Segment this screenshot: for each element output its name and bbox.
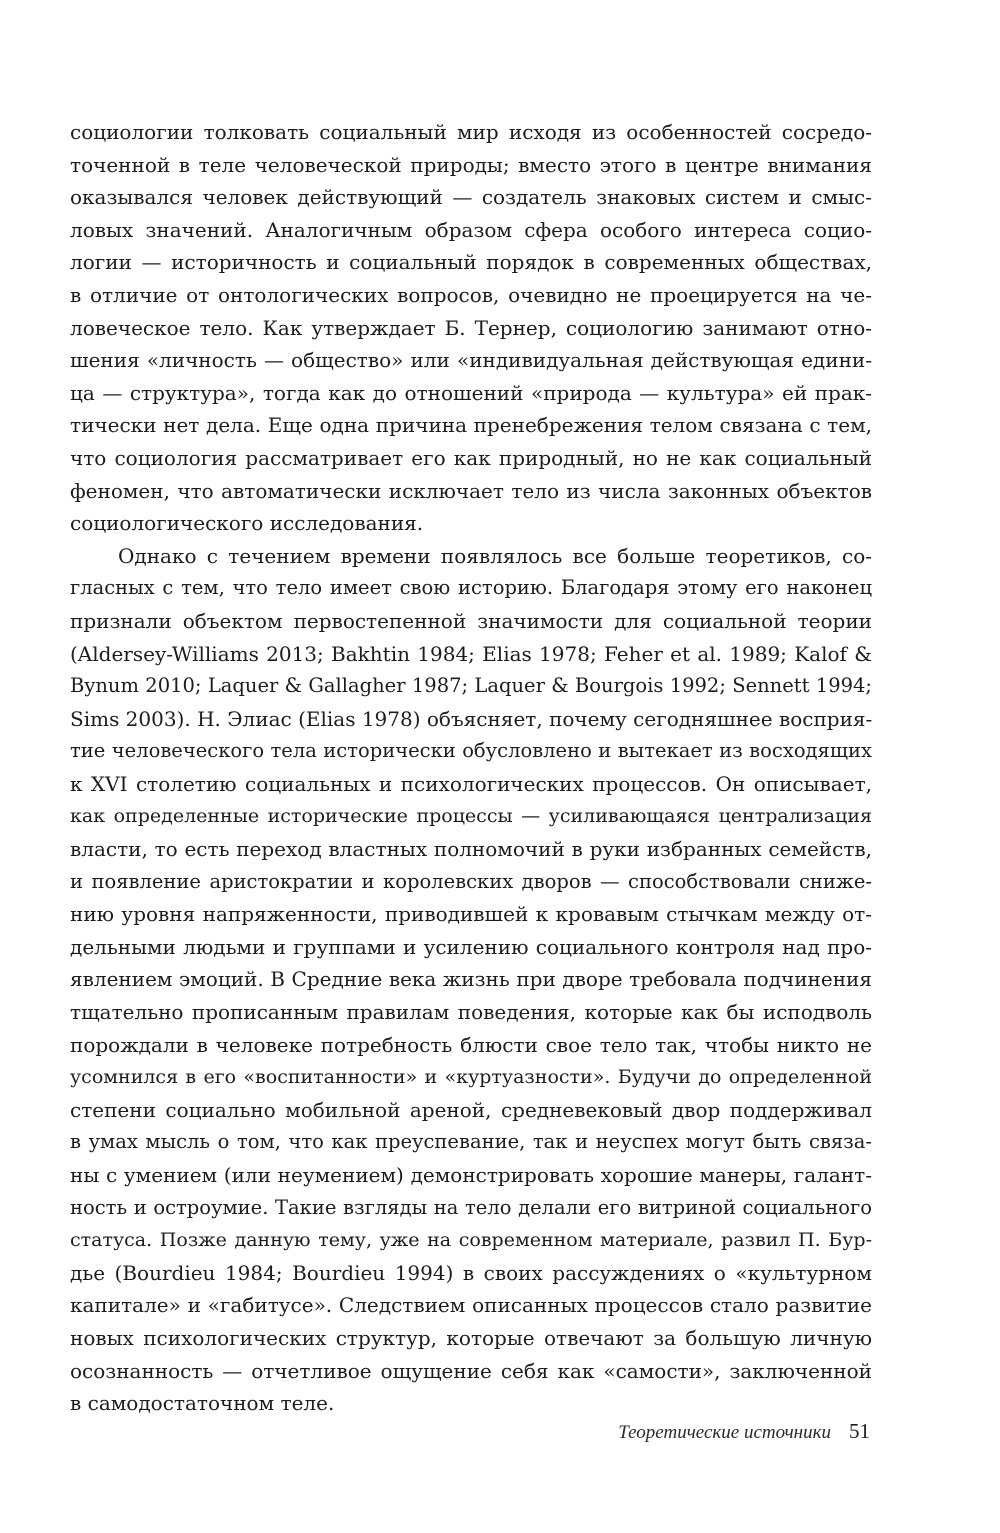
text-line: дье (Bourdieu 1984; Bourdieu 1994) в своих рассуждениях о «культурном bbox=[70, 1260, 872, 1285]
text-line: осознанность — отчетливое ощущение себя как «самости», заключенной bbox=[70, 1358, 872, 1383]
text-line: степени социально мобильной ареной, средневековый двор поддерживал bbox=[70, 1097, 872, 1122]
running-head: Теоретические источники bbox=[618, 1422, 831, 1443]
text-line: в самодостаточном теле. bbox=[70, 1391, 335, 1416]
text-line: ца — структура», тогда как до отношений «природа — культура» ей прак- bbox=[70, 380, 872, 405]
text-line: тие человеческого тела исторически обусловлено и вытекает из восходящих bbox=[70, 739, 872, 763]
text-line: усомнился в его «воспитанности» и «куртуазности». Будучи до определенной bbox=[70, 1066, 872, 1089]
text-line: ность и остроумие. Такие взгляды на тело делали его витриной социального bbox=[70, 1195, 872, 1219]
text-line: точенной в теле человеческой природы; вместо этого в центре внимания bbox=[70, 152, 872, 177]
text-line: новых психологических структур, которые отвечают за большую личную bbox=[70, 1325, 872, 1350]
text-line: к XVI столетию социальных и психологических процессов. Он описывает, bbox=[70, 771, 872, 796]
text-line: логии — историчность и социальный порядок в современных обществах, bbox=[70, 250, 872, 275]
text-line: в отличие от онтологических вопросов, очевидно не проецируется на че- bbox=[70, 282, 872, 307]
text-line: как определенные исторические процессы — усиливающаяся централизация bbox=[70, 805, 872, 828]
text-line: Однако с течением времени появлялось все больше теоретиков, со- bbox=[118, 543, 872, 568]
text-line: гласных с тем, что тело имеет свою историю. Благодаря этому его наконец bbox=[70, 576, 872, 600]
text-line: Bynum 2010; Laquer & Gallagher 1987; Laquer & Bourgois 1992; Sennett 1994; bbox=[70, 674, 872, 698]
page-footer bbox=[618, 1415, 870, 1447]
text-line: ловых значений. Аналогичным образом сфера особого интереса социо- bbox=[70, 217, 872, 242]
text-line: социологии толковать социальный мир исходя из особенностей сосредо- bbox=[70, 120, 872, 144]
text-line: нию уровня напряженности, приводившей к кровавым стычкам между от- bbox=[70, 902, 872, 927]
text-line: оказывался человек действующий — создатель знаковых систем и смыс- bbox=[70, 185, 872, 210]
text-line: феномен, что автоматически исключает тело из числа законных объектов bbox=[70, 478, 872, 503]
text-line: социологического исследования. bbox=[70, 511, 424, 536]
text-line: явлением эмоций. В Средние века жизнь при дворе требовала подчинения bbox=[70, 967, 872, 992]
text-line: шения «личность — общество» или «индивидуальная действующая едини- bbox=[70, 348, 872, 373]
text-line: статуса. Позже данную тему, уже на современном материале, развил П. Бур- bbox=[70, 1229, 872, 1252]
text-line: тщательно прописанным правилам поведения, которые как бы исподволь bbox=[70, 1000, 872, 1025]
text-line: капитале» и «габитусе». Следствием описанных процессов стало развитие bbox=[70, 1293, 872, 1318]
text-line: ловеческое тело. Как утверждает Б. Тернер, социологию занимают отно- bbox=[70, 315, 872, 340]
text-line: власти, то есть переход властных полномочий в руки избранных семейств, bbox=[70, 837, 872, 862]
paragraph-2 bbox=[70, 540, 872, 1420]
paragraph-1 bbox=[70, 116, 872, 540]
text-line: (Aldersey-Williams 2013; Bakhtin 1984; Elias 1978; Feher et al. 1989; Kalof & bbox=[70, 641, 872, 666]
text-line: порождали в человеке потребность блюсти свое тело так, чтобы никто не bbox=[70, 1032, 872, 1057]
text-line: что социология рассматривает его как природный, но не как социальный bbox=[70, 445, 872, 470]
text-line: Sims 2003). Н. Элиас (Elias 1978) объясняет, почему сегодняшнее восприя- bbox=[70, 706, 873, 731]
text-line: и появление аристократии и королевских дворов — способствовали сниже- bbox=[70, 869, 872, 893]
text-line: признали объектом первостепенной значимости для социальной теории bbox=[70, 608, 872, 633]
text-line: тически нет дела. Еще одна причина пренебрежения телом связана с тем, bbox=[70, 413, 872, 438]
text-line: дельными людьми и группами и усилению социального контроля над про- bbox=[70, 934, 872, 959]
text-line: ны с умением (или неумением) демонстрировать хорошие манеры, галант- bbox=[70, 1163, 872, 1187]
body-text bbox=[70, 116, 872, 1420]
page-number: 51 bbox=[849, 1419, 870, 1443]
text-line: в умах мысль о том, что как преуспевание, так и неуспех могут быть связа- bbox=[70, 1130, 872, 1154]
